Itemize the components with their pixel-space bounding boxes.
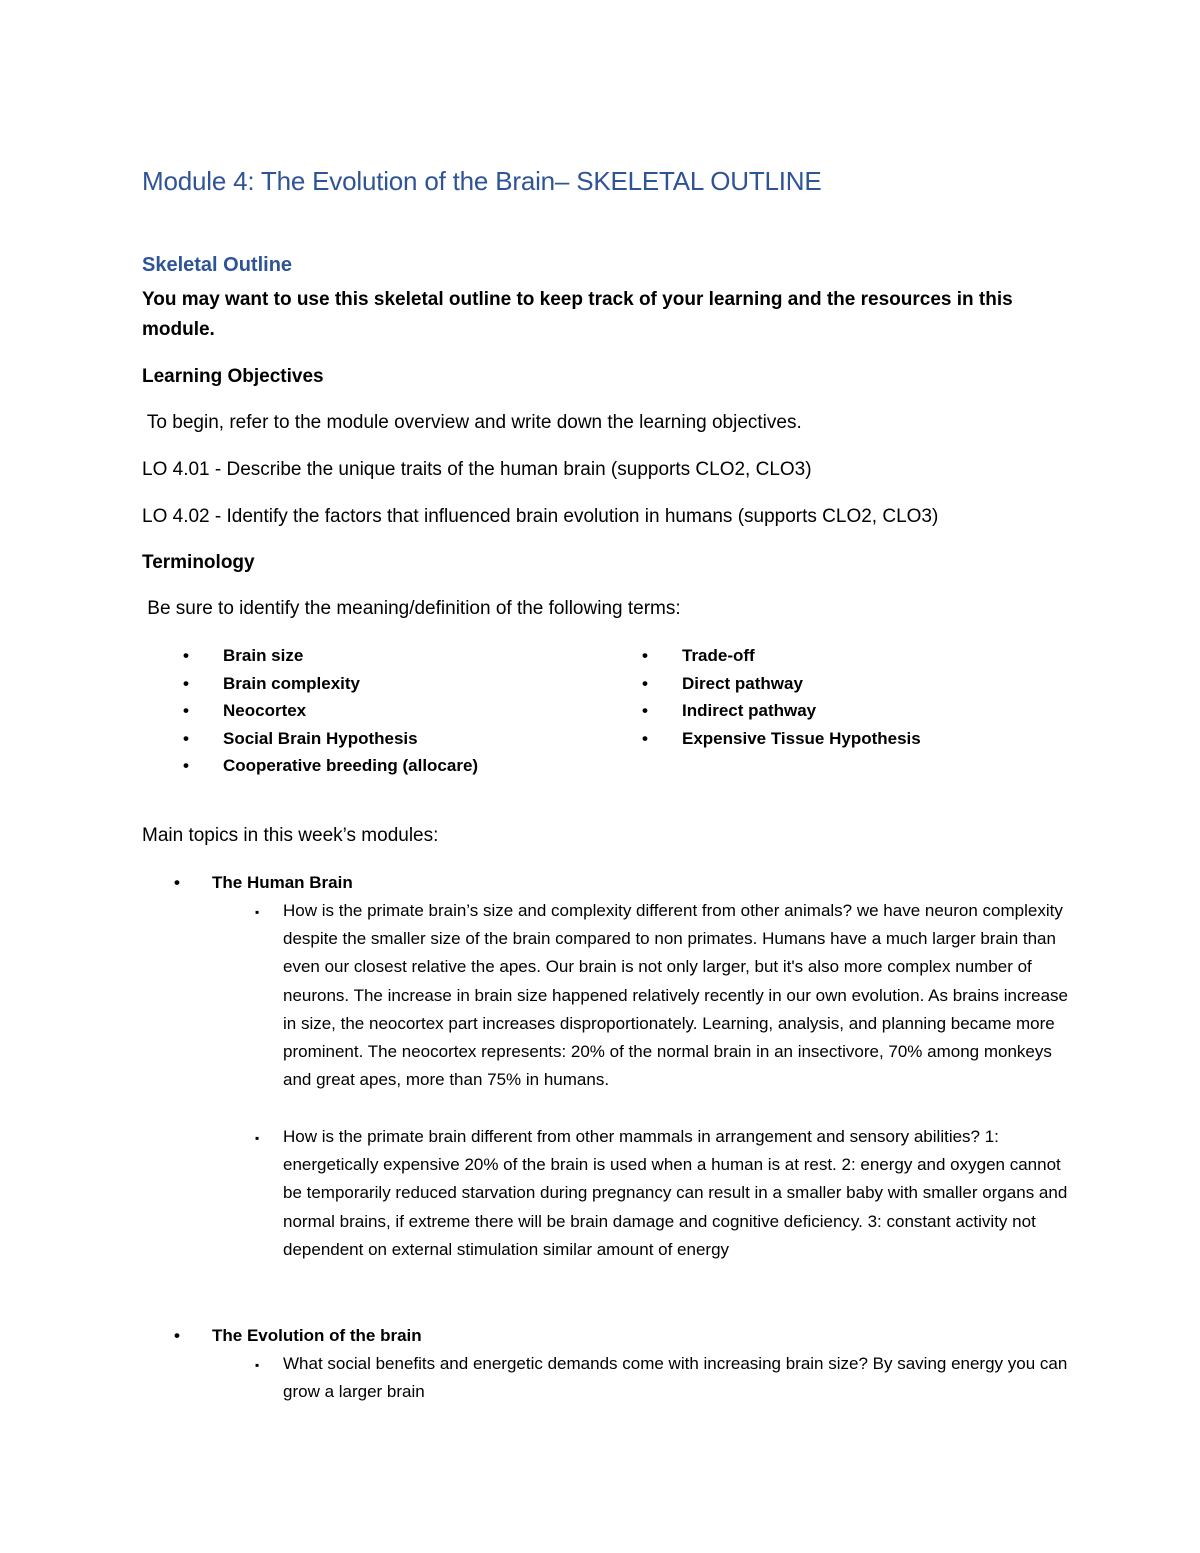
topic-human-brain: • The Human Brain — [174, 873, 353, 893]
term-item: • Brain complexity — [183, 670, 478, 698]
intro-text: You may want to use this skeletal outline to keep track of your learning and the resources in this module. — [142, 289, 1013, 340]
learning-objectives-instruction: To begin, refer to the module overview and write down the learning objectives. — [142, 412, 802, 433]
page-title: Module 4: The Evolution of the Brain– SKELETAL OUTLINE — [142, 166, 822, 196]
learning-objectives-heading: Learning Objectives — [142, 366, 324, 387]
term-item: • Cooperative breeding (allocare) — [183, 752, 478, 780]
term-item: • Social Brain Hypothesis — [183, 725, 478, 753]
topic-evolution-of-brain: • The Evolution of the brain — [174, 1326, 422, 1346]
learning-objective-1: LO 4.01 - Describe the unique traits of the human brain (supports CLO2, CLO3) — [142, 459, 812, 480]
topic-detail: How is the primate brain’s size and complexity different from other animals? we have neuron complexity despite the smaller size of the brain compared to non primates. Humans have a much larger brain than even our closest relative the apes. Our brain is not only larger, but it's also more complex number of neurons. The increase in brain size happened relatively recently in our own evolution. As brains increase in size, the neocortex part increases disproportionately. Learning, analysis, and planning became more prominent. The neocortex represents: 20% of the normal brain in an insectivore, 70% among monkeys and great apes, more than 75% in humans. — [283, 901, 1068, 1090]
terminology-heading: Terminology — [142, 552, 255, 573]
square-bullet-icon: ▪ — [255, 1131, 260, 1145]
terminology-instruction: Be sure to identify the meaning/definition of the following terms: — [142, 598, 681, 619]
term-item: • Neocortex — [183, 697, 478, 725]
learning-objective-2: LO 4.02 - Identify the factors that influenced brain evolution in humans (supports CLO2, CLO3) — [142, 506, 939, 527]
term-item: • Trade-off — [642, 642, 921, 670]
term-item: • Indirect pathway — [642, 697, 921, 725]
terms-list-right — [642, 642, 921, 752]
square-bullet-icon: ▪ — [255, 905, 260, 919]
main-topics-heading: Main topics in this week’s modules: — [142, 825, 439, 846]
section-subtitle: Skeletal Outline — [142, 254, 293, 276]
term-item: • Direct pathway — [642, 670, 921, 698]
topic-detail: How is the primate brain different from other mammals in arrangement and sensory abilities? 1: energetically expensive 20% of the brain is used when a human is at rest. 2: energy and oxygen cannot be temporarily reduced starvation during pregnancy can result in a smaller baby with smaller organs and normal brains, if extreme there will be brain damage and cognitive deficiency. 3: constant activity not dependent on external stimulation similar amount of energy — [283, 1127, 1068, 1259]
square-bullet-icon: ▪ — [255, 1358, 260, 1372]
term-item: • Brain size — [183, 642, 478, 670]
term-item: • Expensive Tissue Hypothesis — [642, 725, 921, 753]
terms-list-left — [183, 642, 478, 780]
topic-detail: What social benefits and energetic demands come with increasing brain size? By saving energy you can grow a larger brain — [283, 1354, 1068, 1402]
